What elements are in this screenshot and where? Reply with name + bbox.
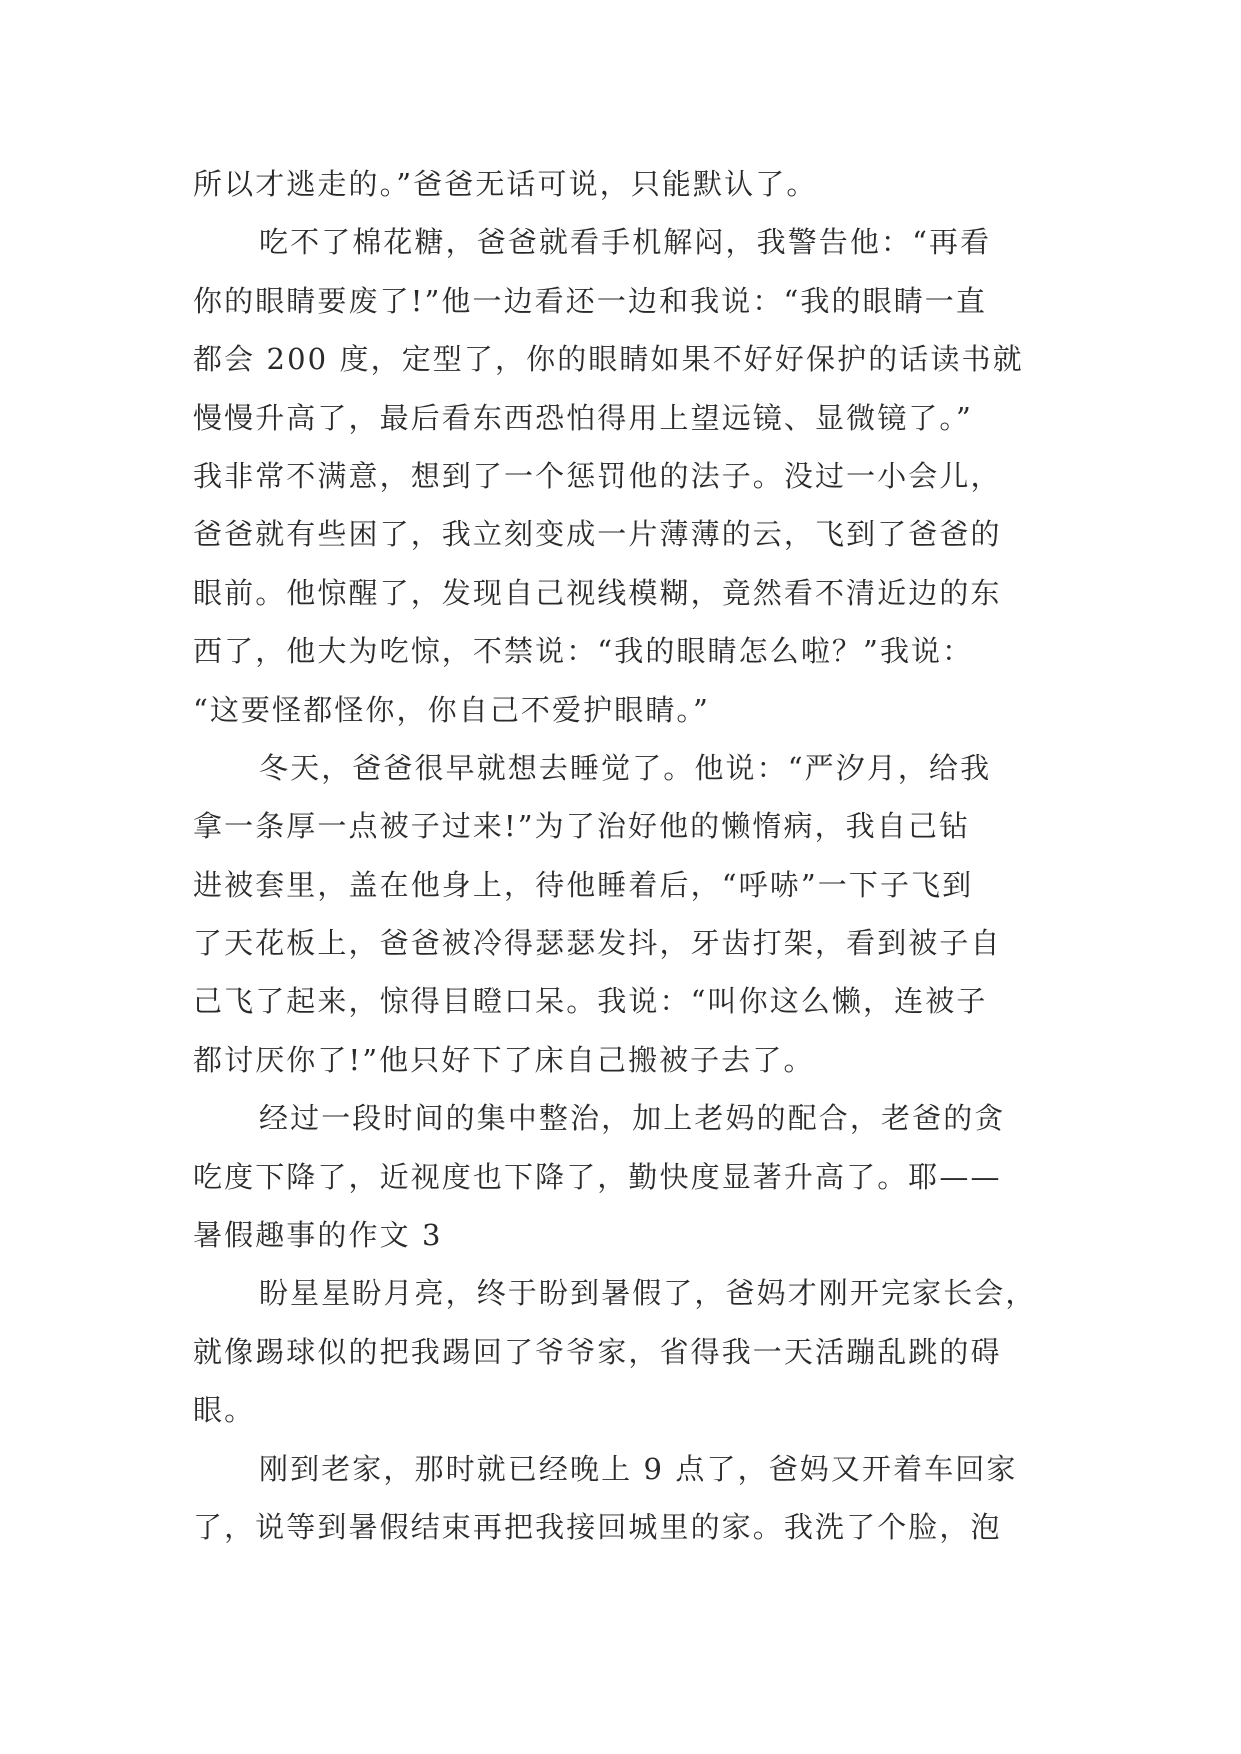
text-line: 眼。 [193,1393,256,1428]
paragraph-start-line: 刚到老家，那时就已经晚上 9 点了，爸妈又开着车回家 [259,1451,1018,1486]
paragraph-start-line: 吃不了棉花糖，爸爸就看手机解闷，我警告他：“再看 [259,225,992,260]
paragraph-start-line: 盼星星盼月亮，终于盼到暑假了，爸妈才刚开完家长会， [259,1276,1037,1311]
document-body [193,155,1053,1556]
text-line: 拿一条厚一点被子过来!”为了治好他的懒惰病，我自己钻 [193,809,971,844]
text-line: 都讨厌你了!”他只好下了床自己搬被子去了。 [193,1042,815,1077]
text-line: “这要怪都怪你，你自己不爱护眼睛。” [193,692,710,727]
paragraph-start-line: 经过一段时间的集中整治，加上老妈的配合，老爸的贪 [259,1101,1006,1136]
text-line: 己飞了起来，惊得目瞪口呆。我说：“叫你这么懒，连被子 [193,984,988,1019]
text-line: 我非常不满意，想到了一个惩罚他的法子。没过一小会儿， [193,458,1002,493]
text-line: 你的眼睛要废了!”他一边看还一边和我说：“我的眼睛一直 [193,283,988,318]
paragraph-start-line: 冬天，爸爸很早就想去睡觉了。他说：“严汐月，给我 [259,750,992,785]
text-line: 吃度下降了，近视度也下降了，勤快度显著升高了。耶—— [193,1159,1002,1194]
text-line: 了天花板上，爸爸被冷得瑟瑟发抖，牙齿打架，看到被子自 [193,926,1002,961]
text-line: 眼前。他惊醒了，发现自己视线模糊，竟然看不清近边的东 [193,575,1002,610]
section-heading: 暑假趣事的作文 3 [193,1218,443,1253]
text-line: 了，说等到暑假结束再把我接回城里的家。我洗了个脸，泡 [193,1509,1002,1544]
text-line: 爸爸就有些困了，我立刻变成一片薄薄的云，飞到了爸爸的 [193,517,1002,552]
text-line: 西了，他大为吃惊，不禁说：“我的眼睛怎么啦？”我说： [193,634,974,669]
text-line: 就像踢球似的把我踢回了爷爷家，省得我一天活蹦乱跳的碍 [193,1334,1002,1369]
text-line: 慢慢升高了，最后看东西恐怕得用上望远镜、显微镜了。” [193,400,973,435]
text-line: 都会 200 度，定型了，你的眼睛如果不好好保护的话读书就 [193,342,1024,377]
text-line: 所以才逃走的。”爸爸无话可说，只能默认了。 [193,167,818,201]
text-line: 进被套里，盖在他身上，待他睡着后，“呼哧”一下子飞到 [193,867,974,902]
